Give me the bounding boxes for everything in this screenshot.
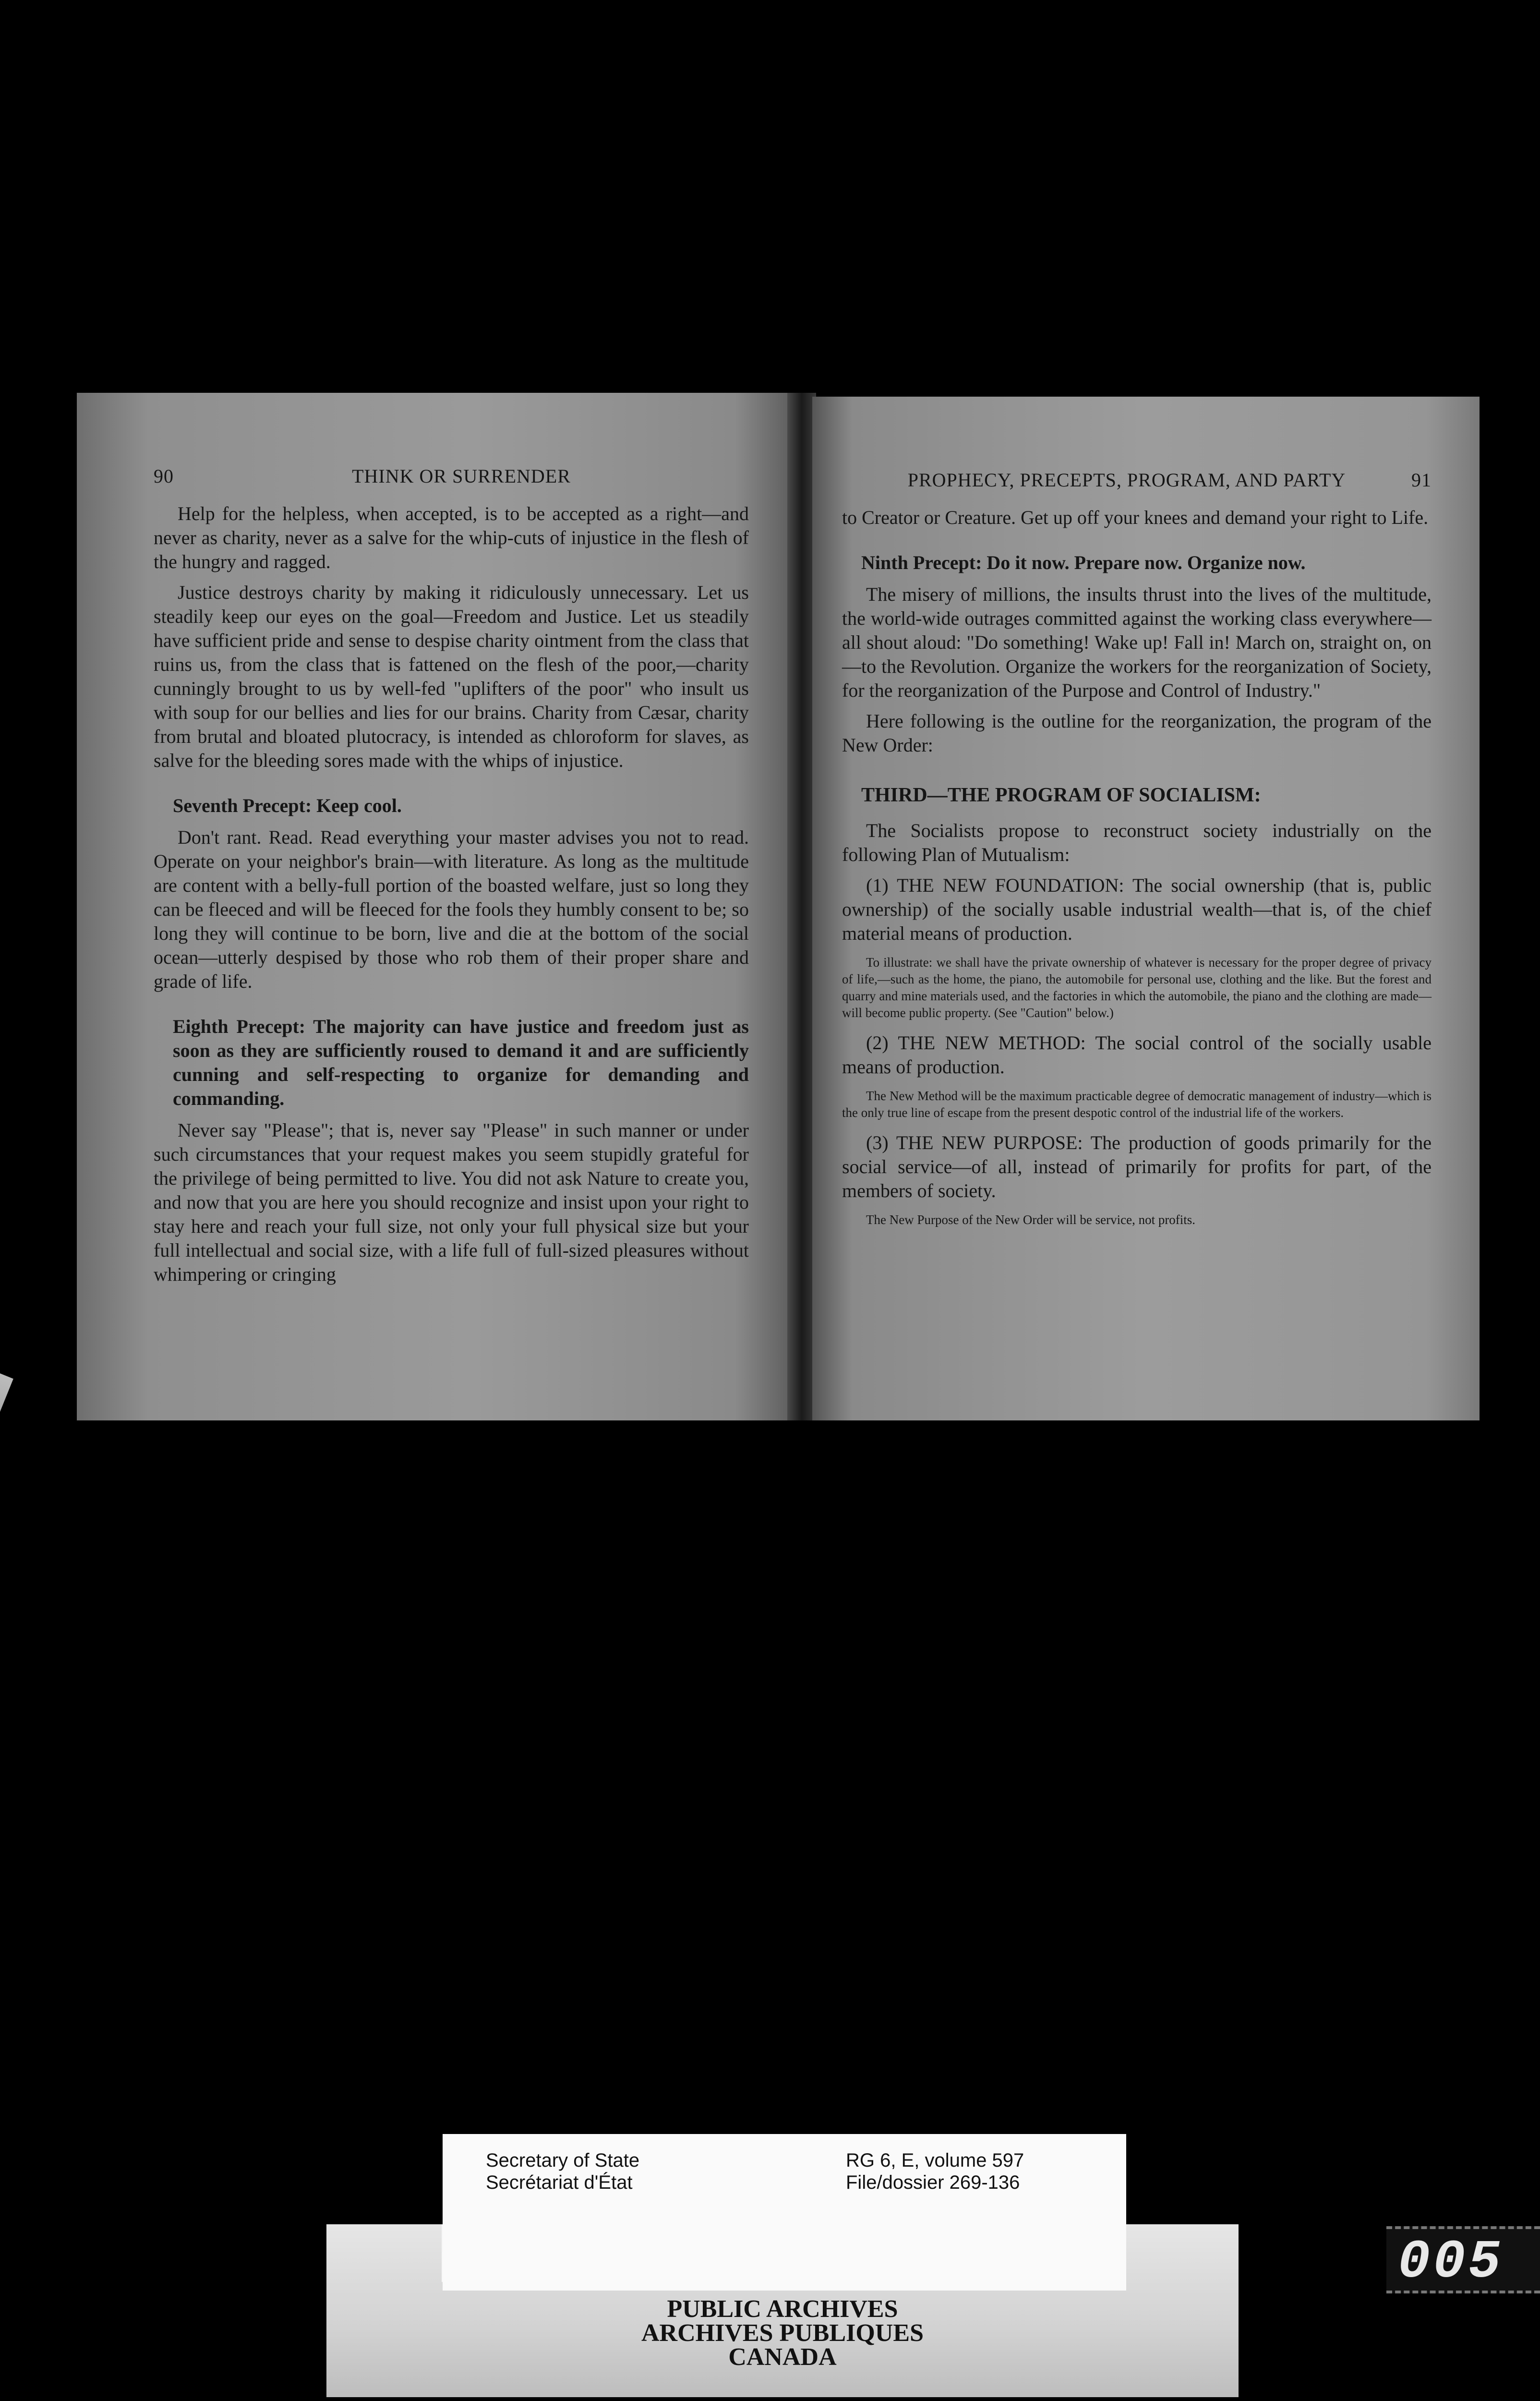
film-light-streak [0,1373,13,1655]
seventh-precept-heading: Seventh Precept: Keep cool. [173,795,402,816]
left-paragraph-2: Justice destroys charity by making it ridiculously unnecessary. Let us steadily keep our eyes on the goal—Freedom and Justice. Let us steadily have sufficient pride and sense to despise charity ointment from the class that ruins us, from the class that is fattened on the flesh of the poor,—charity cunningly brought to us by well-fed "uplifters of the poor" who insult us with soup for our bellies and lies for our brains. Charity from Cæsar, charity from brutal and bloated plutocracy, is intended as chloroform for slaves, as salve for the bleeding sores made with the whips of injustice. [154,582,749,771]
program-item-2-note: The New Method will be the maximum practicable degree of democratic management of industry—which is the only true line of escape from the present despotic control of the industrial life of the workers. [842,1089,1432,1120]
file-number: File/dossier 269-136 [846,2172,1020,2193]
right-page-number: 91 [1411,469,1432,491]
program-item-1: (1) THE NEW FOUNDATION: The social ownership (that is, public ownership) of the socially usable industrial wealth—that is, of the chief material means of production. [842,874,1432,944]
left-running-title: THINK OR SURRENDER [352,465,571,487]
book-gutter [787,393,816,1420]
right-running-title: PROPHECY, PRECEPTS, PROGRAM, AND PARTY [907,469,1346,491]
ninth-precept-heading: Ninth Precept: Do it now. Prepare now. Organize now. [861,552,1306,573]
department-french: Secrétariat d'État [486,2172,633,2193]
right-continuation: to Creator or Creature. Get up off your knees and demand your right to Life. [842,507,1429,528]
archives-french: ARCHIVES PUBLIQUES [641,2319,924,2347]
outline-paragraph: Here following is the outline for the reorganization, the program of the New Order: [842,710,1432,756]
program-item-3: (3) THE NEW PURPOSE: The production of goods primarily for the social service—of all, instead of primarily for profits for part, of the members of society. [842,1132,1432,1201]
record-group: RG 6, E, volume 597 [846,2150,1024,2171]
archives-english: PUBLIC ARCHIVES [667,2295,898,2323]
eighth-precept-paragraph: Never say "Please"; that is, never say "Please" in such manner or under such circumstances that your request makes you seem stupidly grateful for the privilege of being permitted to live. You did not ask Nature to create you, and now that you are here you should recognize and insist upon your right to stay here and reach your full size, not only your full physical size but your full intellectual and social size, with a life full of full-sized pleasures without whimpering or cringing [154,1119,749,1285]
ninth-precept-paragraph: The misery of millions, the insults thrust into the lives of the multitude, the world-wide outrages committed against the working class everywhere—all shout aloud: "Do something! Wake up! Fall in! March on, straight on, on—to the Revolution. Organize the workers for the reorganization of Society, for the reorganization of the Purpose and Control of Industry." [842,583,1432,701]
program-section-heading: THIRD—THE PROGRAM OF SOCIALISM: [861,784,1261,806]
left-page-number: 90 [154,465,174,487]
left-running-head [154,465,749,487]
film-frame-counter: 005 [1386,2226,1540,2293]
right-running-head [842,469,1432,491]
right-book-page [812,397,1480,1420]
program-item-2: (2) THE NEW METHOD: The social control of the socially usable means of production. [842,1032,1432,1078]
eighth-precept-heading: Eighth Precept: The majority can have justice and freedom just as soon as they are sufficiently roused to demand it and are sufficiently cunning and self-respecting to organize for demanding and commanding. [173,1016,749,1109]
program-item-3-note: The New Purpose of the New Order will be service, not profits. [866,1213,1196,1227]
archive-label-card [443,2134,1126,2291]
seventh-precept-paragraph: Don't rant. Read. Read everything your master advises you not to read. Operate on your neighbor's brain—with literature. As long as the multitude are content with a belly-full portion of the boasted welfare, just so long they can be fleeced and will be fleeced for the fools they humbly consent to be; so long they will continue to be born, live and die at the bottom of the social ocean—utterly despised by those who rob them of their proper share and grade of life. [154,826,749,992]
department-english: Secretary of State [486,2150,640,2171]
archives-country: CANADA [728,2343,837,2371]
left-book-page [77,393,792,1420]
left-paragraph-1: Help for the helpless, when accepted, is to be accepted as a right—and never as charity, never as a salve for the whip-cuts of injustice in the flesh of the hungry and ragged. [154,503,749,572]
program-item-1-note: To illustrate: we shall have the private ownership of whatever is necessary for the proper degree of privacy of life,—such as the home, the piano, the automobile for personal use, clothing and the like. But the forest and quarry and mine materials used, and the factories in which the automobile, the piano and the clothing are made—will become public property. (See "Caution" below.) [842,955,1432,1020]
program-intro: The Socialists propose to reconstruct society industrially on the following Plan of Mutualism: [842,820,1432,865]
